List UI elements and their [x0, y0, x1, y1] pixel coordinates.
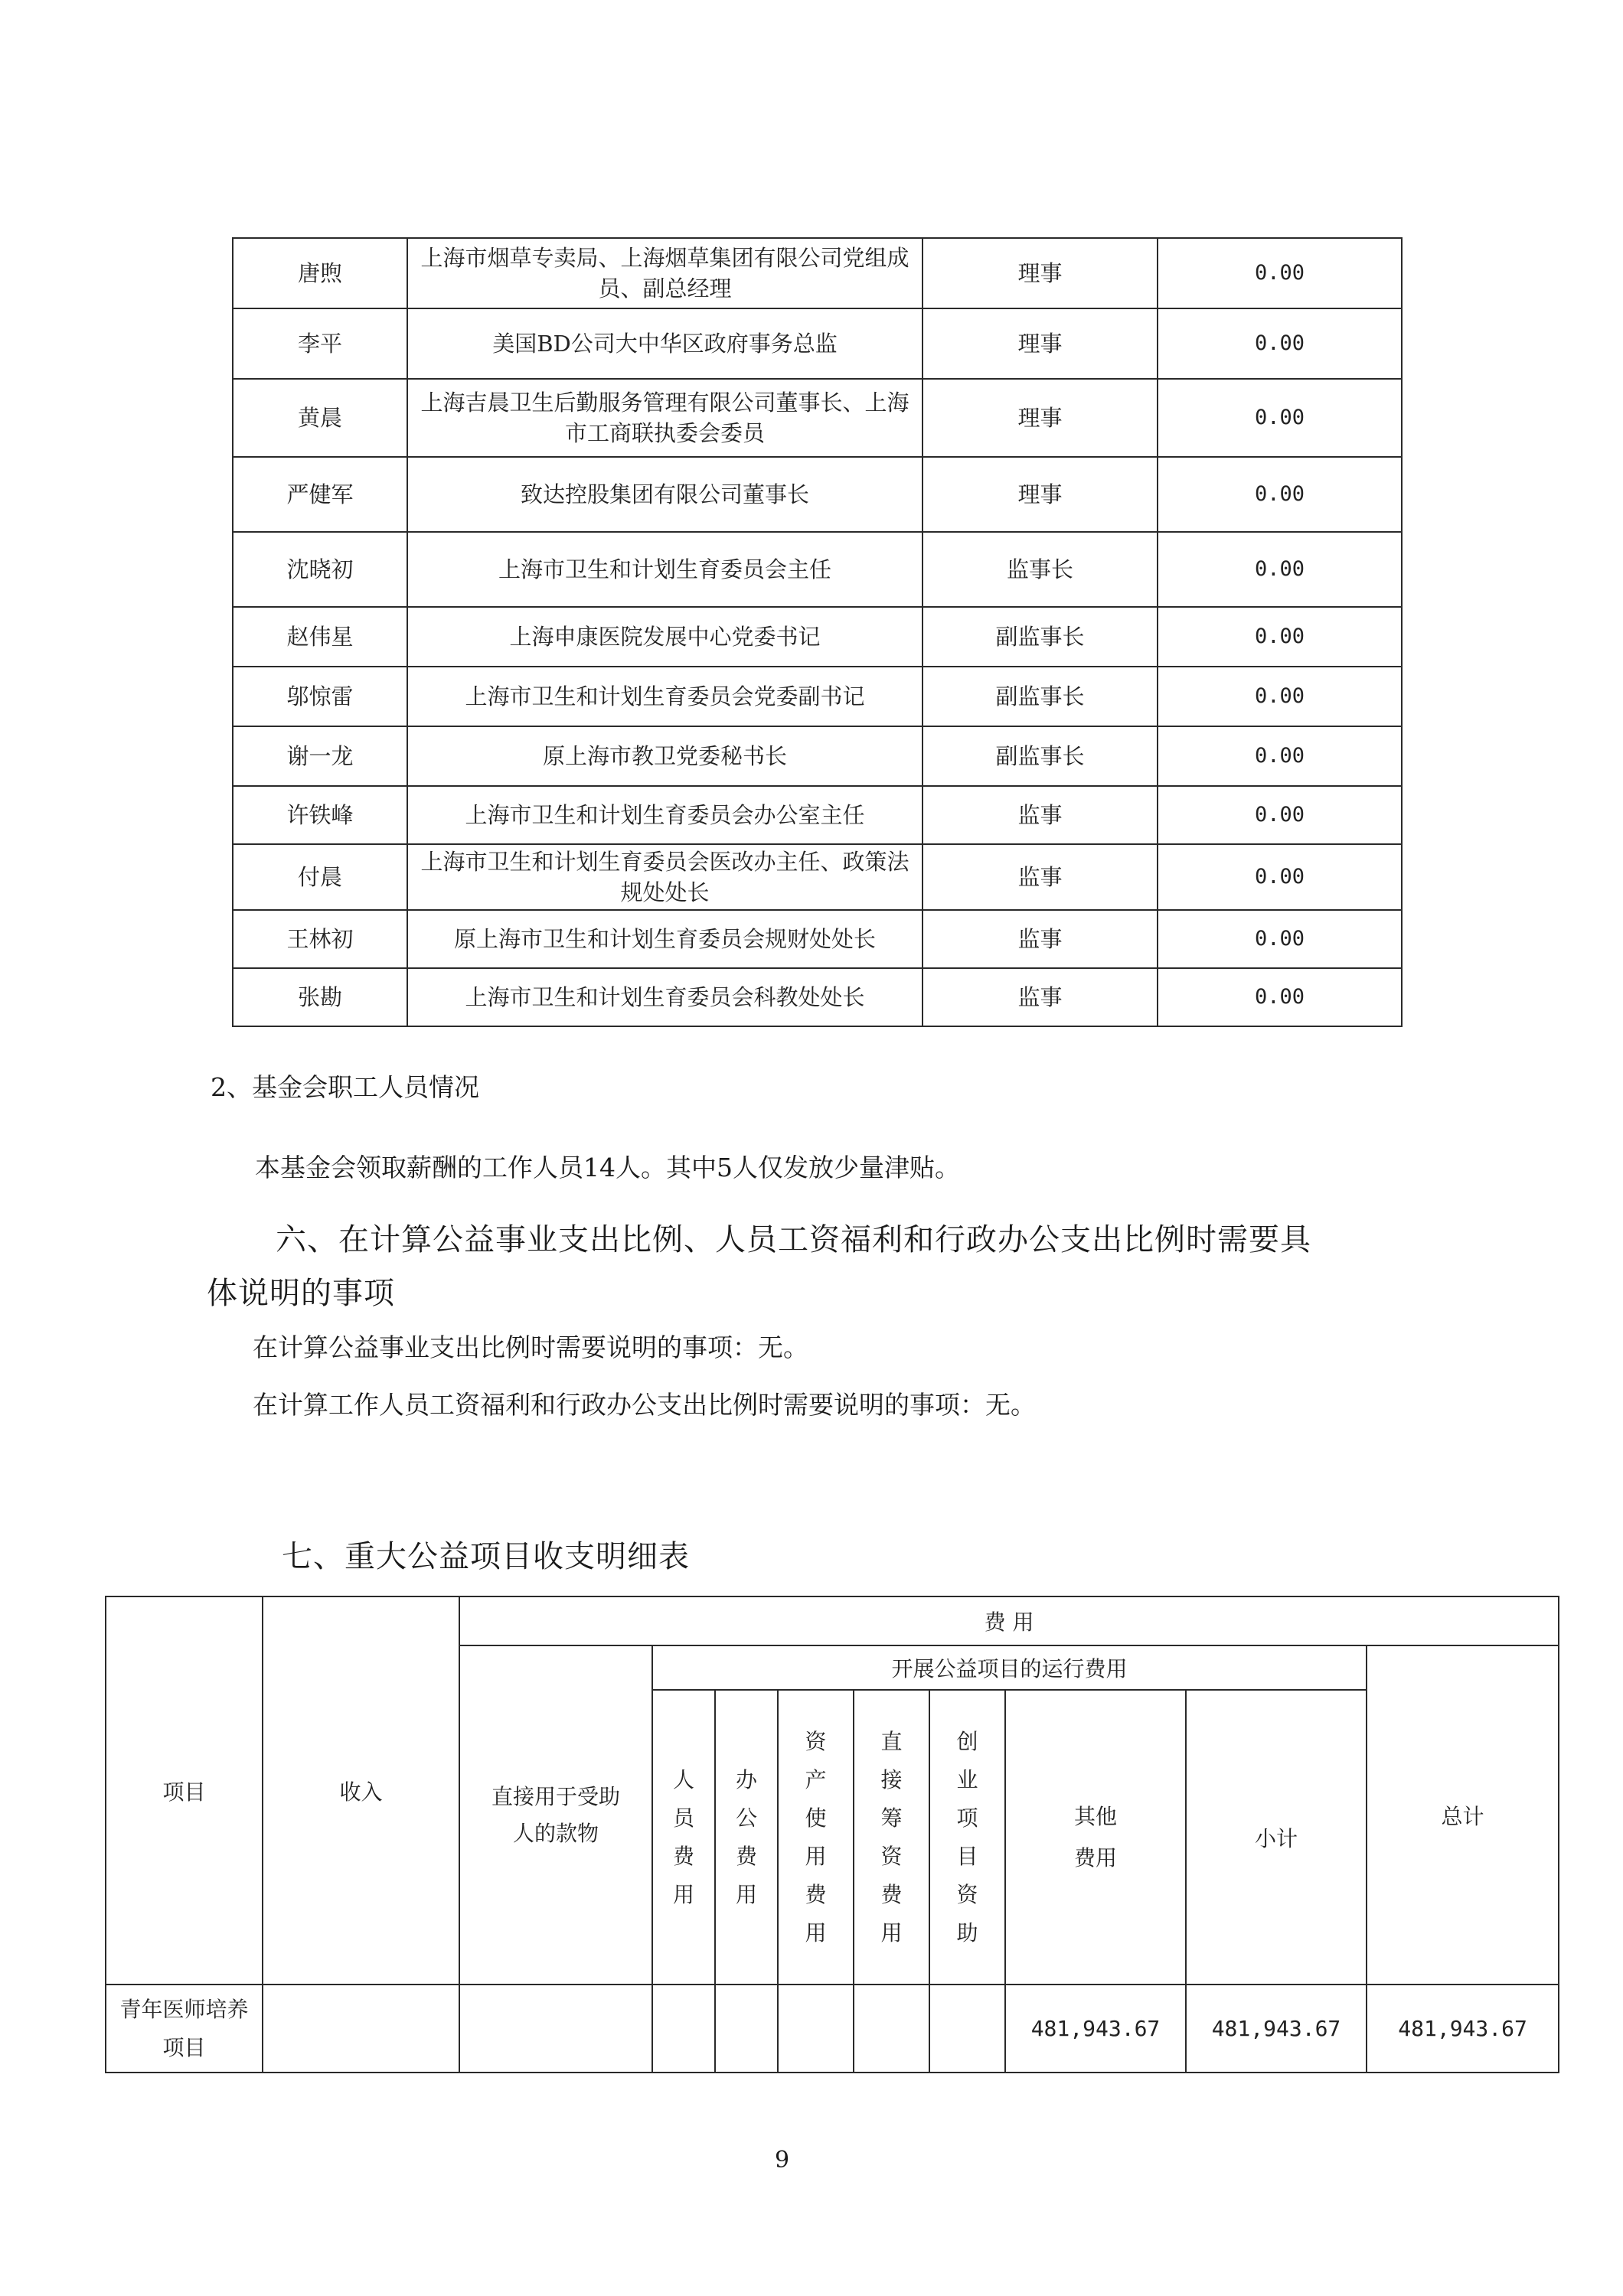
project-subtotal: 481,943.67	[1186, 1985, 1367, 2073]
table-row	[233, 968, 1402, 1026]
project-asset-cost	[778, 1985, 854, 2073]
member-amount: 0.00	[1158, 308, 1402, 379]
member-name: 张勘	[233, 968, 407, 1026]
member-amount: 0.00	[1158, 379, 1402, 457]
member-role: 监事	[923, 910, 1158, 968]
member-amount: 0.00	[1158, 667, 1402, 726]
project-name: 青年医师培养项目	[106, 1985, 263, 2073]
board-members-table	[232, 237, 1403, 1027]
member-role: 理事	[923, 457, 1158, 532]
member-role: 监事	[923, 786, 1158, 844]
member-amount: 0.00	[1158, 786, 1402, 844]
table-row	[233, 910, 1402, 968]
table-row	[233, 667, 1402, 726]
header-subtotal: 小计	[1186, 1690, 1367, 1985]
member-role: 副监事长	[923, 726, 1158, 786]
member-post: 上海市卫生和计划生育委员会科教处处长	[407, 968, 923, 1026]
member-name: 许铁峰	[233, 786, 407, 844]
member-post: 致达控股集团有限公司董事长	[407, 457, 923, 532]
project-total: 481,943.67	[1367, 1985, 1559, 2073]
section6-item1: 在计算公益事业支出比例时需要说明的事项：无。	[253, 1332, 808, 1362]
member-name: 邬惊雷	[233, 667, 407, 726]
table-row	[233, 532, 1402, 607]
project-venture-aid	[929, 1985, 1005, 2073]
staff-paragraph: 本基金会领取薪酬的工作人员14人。其中5人仅发放少量津贴。	[255, 1153, 960, 1182]
member-amount: 0.00	[1158, 607, 1402, 667]
project-office-cost	[715, 1985, 778, 2073]
project-fundraising-cost	[854, 1985, 929, 2073]
table-row	[233, 844, 1402, 910]
member-post: 美国BD公司大中华区政府事务总监	[407, 308, 923, 379]
member-name: 付晨	[233, 844, 407, 910]
page-number: 9	[775, 2147, 790, 2174]
project-direct-aid	[459, 1985, 652, 2073]
table-row	[233, 786, 1402, 844]
member-amount: 0.00	[1158, 532, 1402, 607]
member-post: 上海申康医院发展中心党委书记	[407, 607, 923, 667]
header-fundraising-cost	[854, 1690, 929, 1985]
member-amount: 0.00	[1158, 968, 1402, 1026]
member-role: 副监事长	[923, 607, 1158, 667]
header-staff-cost-label: 人员费用	[672, 1766, 694, 1907]
header-staff-cost	[652, 1690, 715, 1985]
header-direct-aid-label: 直接用于受助人的款物	[491, 1783, 620, 1846]
header-office-cost	[715, 1690, 778, 1985]
member-role: 监事长	[923, 532, 1158, 607]
table-row	[233, 457, 1402, 532]
header-asset-cost	[778, 1690, 854, 1985]
member-post: 原上海市卫生和计划生育委员会规财处处长	[407, 910, 923, 968]
member-post: 上海市卫生和计划生育委员会党委副书记	[407, 667, 923, 726]
header-running-costs: 开展公益项目的运行费用	[652, 1645, 1367, 1690]
member-amount: 0.00	[1158, 844, 1402, 910]
header-total: 总计	[1367, 1645, 1559, 1985]
member-role: 理事	[923, 238, 1158, 308]
member-post: 原上海市教卫党委秘书长	[407, 726, 923, 786]
member-role: 监事	[923, 968, 1158, 1026]
table-row	[233, 308, 1402, 379]
member-name: 赵伟星	[233, 607, 407, 667]
member-role: 理事	[923, 379, 1158, 457]
table-row	[233, 238, 1402, 308]
project-other-cost: 481,943.67	[1005, 1985, 1186, 2073]
section6-heading-line1: 六、在计算公益事业支出比例、人员工资福利和行政办公支出比例时需要具	[276, 1222, 1311, 1257]
project-income	[263, 1985, 459, 2073]
member-name: 黄晨	[233, 379, 407, 457]
header-asset-cost-label: 资产使用费用	[805, 1728, 827, 1945]
header-fundraising-cost-label: 直接筹资费用	[880, 1728, 903, 1945]
member-name: 李平	[233, 308, 407, 379]
table-row	[106, 1596, 1559, 1645]
table-row	[106, 1985, 1559, 2073]
member-post: 上海市卫生和计划生育委员会办公室主任	[407, 786, 923, 844]
header-venture-aid-label: 创业项目资助	[956, 1728, 978, 1945]
member-amount: 0.00	[1158, 457, 1402, 532]
member-post: 上海市卫生和计划生育委员会医改办主任、政策法规处处长	[407, 844, 923, 910]
project-expense-table	[105, 1596, 1559, 2073]
member-name: 沈晓初	[233, 532, 407, 607]
project-staff-cost	[652, 1985, 715, 2073]
header-direct-aid	[459, 1645, 652, 1985]
member-post: 上海吉晨卫生后勤服务管理有限公司董事长、上海市工商联执委会委员	[407, 379, 923, 457]
section6-item2: 在计算工作人员工资福利和行政办公支出比例时需要说明的事项：无。	[253, 1390, 1036, 1420]
staff-subheading: 2、基金会职工人员情况	[211, 1072, 479, 1102]
member-amount: 0.00	[1158, 726, 1402, 786]
member-role: 监事	[923, 844, 1158, 910]
header-project: 项目	[106, 1596, 263, 1985]
member-post: 上海市卫生和计划生育委员会主任	[407, 532, 923, 607]
header-office-cost-label: 办公费用	[735, 1766, 757, 1907]
member-name: 唐煦	[233, 238, 407, 308]
header-other-cost	[1005, 1690, 1186, 1985]
member-name: 王林初	[233, 910, 407, 968]
header-expense: 费 用	[459, 1596, 1559, 1645]
member-name: 严健军	[233, 457, 407, 532]
member-role: 理事	[923, 308, 1158, 379]
table-row	[233, 726, 1402, 786]
header-venture-aid	[929, 1690, 1005, 1985]
member-role: 副监事长	[923, 667, 1158, 726]
section6-heading-line2: 体说明的事项	[207, 1276, 395, 1311]
section7-heading: 七、重大公益项目收支明细表	[282, 1539, 690, 1574]
table-row	[233, 379, 1402, 457]
member-post: 上海市烟草专卖局、上海烟草集团有限公司党组成员、副总经理	[407, 238, 923, 308]
table-row	[233, 607, 1402, 667]
member-name: 谢一龙	[233, 726, 407, 786]
header-other-cost-label: 其他费用	[1073, 1803, 1117, 1870]
header-income: 收入	[263, 1596, 459, 1985]
member-amount: 0.00	[1158, 910, 1402, 968]
member-amount: 0.00	[1158, 238, 1402, 308]
